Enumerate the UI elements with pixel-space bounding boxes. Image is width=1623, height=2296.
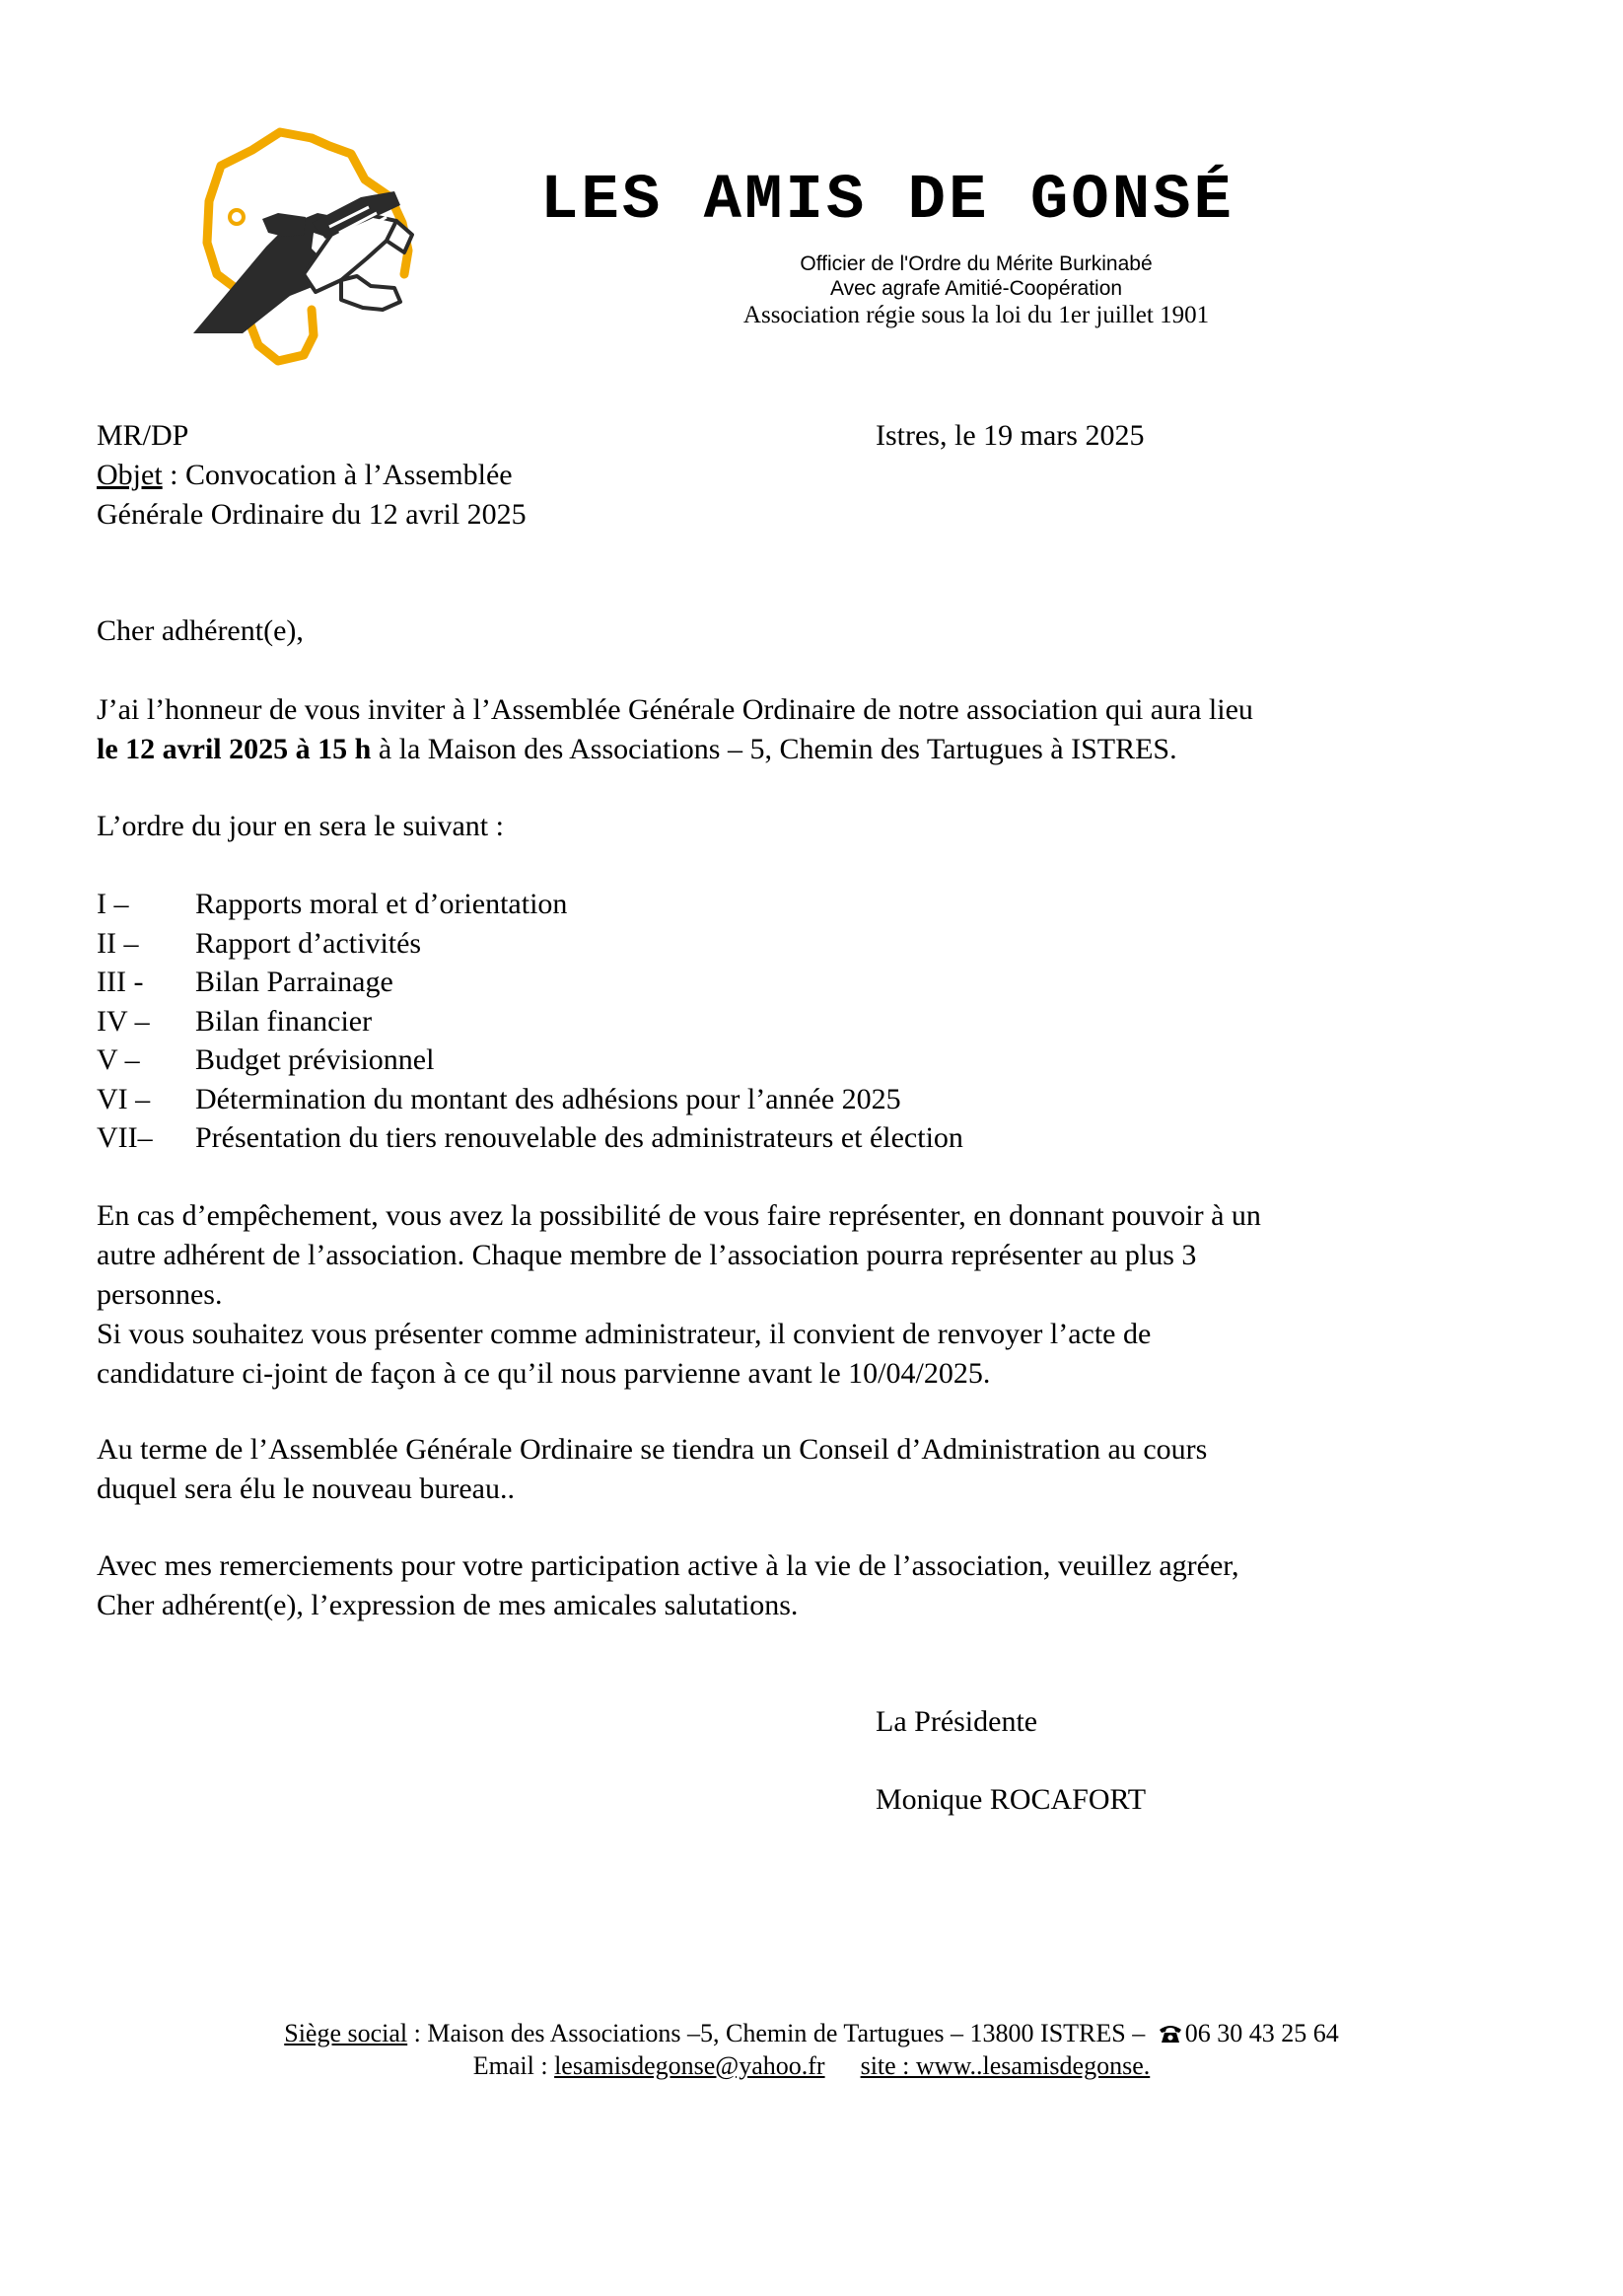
email-label: Email : xyxy=(472,2051,555,2080)
agenda-item-text: Présentation du tiers renouvelable des administrateurs et élection xyxy=(195,1121,963,1154)
agenda-item xyxy=(97,1040,963,1080)
proxy-paragraph xyxy=(97,1196,1418,1394)
agenda-item-text: Rapport d’activités xyxy=(195,926,422,960)
board-line-1: Au terme de l’Assemblée Générale Ordinaire se tiendra un Conseil d’Administration au cours xyxy=(97,1433,1208,1466)
agenda-item xyxy=(97,885,963,924)
candidacy-line-2: candidature ci-joint de façon à ce qu’il nous parvienne avant le 10/04/2025. xyxy=(97,1357,991,1390)
closing-line-2: Cher adhérent(e), l’expression de mes amicales salutations. xyxy=(97,1589,799,1621)
agenda-item-number: IV – xyxy=(97,1004,150,1038)
agenda-item-text: Bilan financier xyxy=(195,1004,373,1038)
place-date: Istres, le 19 mars 2025 xyxy=(876,419,1145,452)
meeting-location: à la Maison des Associations – 5, Chemin des Tartugues à ISTRES. xyxy=(371,733,1177,765)
subject-line-2: Générale Ordinaire du 12 avril 2025 xyxy=(97,498,527,531)
proxy-line-1: En cas d’empêchement, vous avez la possibilité de vous faire représenter, en donnant pouvoir à un xyxy=(97,1199,1261,1232)
board-line-2: duquel sera élu le nouveau bureau.. xyxy=(97,1472,515,1505)
subject-text: : Convocation à l’Assemblée xyxy=(162,459,513,491)
letter-reference: MR/DP xyxy=(97,419,189,452)
agenda-item xyxy=(97,924,963,964)
signatory-role: La Présidente xyxy=(876,1705,1038,1738)
agenda-item-number: II – xyxy=(97,926,139,960)
distinction-line-2: Avec agrafe Amitié-Coopération xyxy=(829,277,1123,300)
agenda-item-number: VII– xyxy=(97,1121,153,1154)
handshake-africa-logo-icon xyxy=(193,126,430,371)
association-logo xyxy=(193,126,430,371)
meeting-date-time: le 12 avril 2025 à 15 h xyxy=(97,733,372,765)
agenda-item-text: Budget prévisionnel xyxy=(195,1043,435,1076)
agenda-item xyxy=(97,1118,963,1158)
agenda-item-text: Détermination du montant des adhésions pour l’année 2025 xyxy=(195,1082,901,1115)
board-paragraph xyxy=(97,1430,1418,1509)
subject-label: Objet xyxy=(97,459,163,491)
proxy-line-3: personnes. xyxy=(97,1278,223,1311)
email-link[interactable]: lesamisdegonse@yahoo.fr xyxy=(554,2051,825,2080)
agenda-item-number: III - xyxy=(97,966,144,998)
signatory-name: Monique ROCAFORT xyxy=(876,1783,1147,1816)
intro-line-1: J’ai l’honneur de vous inviter à l’Assemblée Générale Ordinaire de notre association qui aura lieu xyxy=(97,693,1253,726)
seat-address: : Maison des Associations –5, Chemin de Tartugues – 13800 ISTRES – xyxy=(407,2019,1152,2047)
intro-line-2 xyxy=(97,730,1418,769)
footer-address xyxy=(99,2017,1524,2052)
intro-paragraph xyxy=(97,690,1418,769)
distinction-line-1: Officier de l'Ordre du Mérite Burkinabé xyxy=(800,252,1153,275)
candidacy-line-1: Si vous souhaitez vous présenter comme administrateur, il convient de renvoyer l’acte de xyxy=(97,1318,1152,1350)
footer-contact xyxy=(99,2049,1524,2082)
phone-number: 06 30 43 25 64 xyxy=(1184,2019,1339,2047)
agenda-item-text: Rapports moral et d’orientation xyxy=(195,888,568,920)
agenda-item xyxy=(97,1080,963,1119)
agenda-list xyxy=(97,885,963,1158)
agenda-item xyxy=(97,1002,963,1041)
website-link[interactable]: site : www..lesamisdegonse. xyxy=(860,2051,1151,2080)
salutation: Cher adhérent(e), xyxy=(97,614,304,647)
proxy-line-2: autre adhérent de l’association. Chaque membre de l’association pourra représenter au plus 3 xyxy=(97,1239,1197,1271)
subject-line xyxy=(97,456,513,495)
seat-label: Siège social xyxy=(284,2019,408,2047)
organization-title: LES AMIS DE GONSÉ xyxy=(540,166,1235,237)
agenda-item xyxy=(97,963,963,1002)
agenda-item-number: V – xyxy=(97,1043,140,1076)
telephone-icon xyxy=(1158,2020,1183,2052)
agenda-intro: L’ordre du jour en sera le suivant : xyxy=(97,810,504,842)
closing-line-1: Avec mes remerciements pour votre participation active à la vie de l’association, veuillez agréer, xyxy=(97,1549,1239,1582)
legal-status: Association régie sous la loi du 1er juillet 1901 xyxy=(742,302,1210,328)
agenda-item-number: I – xyxy=(97,888,129,920)
agenda-item-number: VI – xyxy=(97,1082,151,1115)
agenda-item-text: Bilan Parrainage xyxy=(195,966,393,998)
closing-paragraph xyxy=(97,1546,1418,1625)
